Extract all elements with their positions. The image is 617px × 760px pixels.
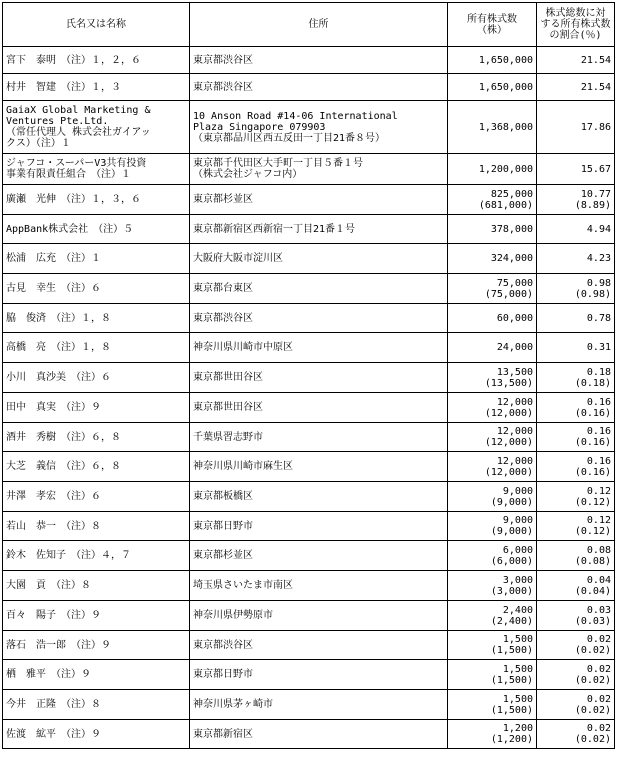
shareholder-name-cell xyxy=(3,571,190,601)
ownership-ratio: 21.54 xyxy=(580,81,611,93)
shareholder-name-cell xyxy=(3,47,190,74)
ownership-ratio-cell xyxy=(537,333,615,363)
shareholder-name: 松浦 広充 （注）１ xyxy=(6,253,101,264)
shareholder-address: 神奈川県川崎市麻生区 xyxy=(193,461,293,472)
shares-held: (13,500) xyxy=(484,377,533,389)
table-row xyxy=(3,274,615,304)
shares-held: 1,650,000 xyxy=(478,81,533,93)
ownership-ratio: 0.16 xyxy=(586,455,611,467)
header-address: 住所 xyxy=(190,3,448,47)
shares-held-cell xyxy=(448,47,537,74)
shares-held: (12,000) xyxy=(484,437,533,448)
shareholder-address: 東京都渋谷区 xyxy=(193,54,253,66)
shareholder-address: 東京都渋谷区 xyxy=(193,81,253,93)
shareholder-name: 酒井 秀樹 （注）６，８ xyxy=(6,431,121,443)
shareholder-name-cell xyxy=(3,154,190,185)
ownership-ratio: 0.98 xyxy=(586,277,611,289)
shareholder-name-cell xyxy=(3,660,190,690)
shareholder-name: 栖 雅平 （注）９ xyxy=(6,669,91,680)
ownership-ratio: 0.16 xyxy=(586,396,611,408)
shareholder-address: 東京都新宿区西新宿一丁目21番１号 xyxy=(193,223,356,235)
shareholder-name-cell xyxy=(3,393,190,423)
ownership-ratio: 0.78 xyxy=(586,312,611,324)
shares-held: 12,000 xyxy=(496,396,533,408)
shareholder-address: 東京都渋谷区 xyxy=(193,312,253,324)
ownership-ratio: (0.16) xyxy=(574,437,611,448)
shareholder-name-cell xyxy=(3,452,190,482)
shares-held: 3,000 xyxy=(502,574,533,586)
shareholder-name: 大芝 義信 （注）６，８ xyxy=(6,461,121,472)
shares-held-cell xyxy=(448,74,537,101)
shareholder-name: 宮下 泰明 （注）１，２，６ xyxy=(6,54,141,66)
shares-held: (75,000) xyxy=(484,288,533,300)
shares-held-cell xyxy=(448,452,537,482)
shareholder-name-cell xyxy=(3,304,190,333)
shareholder-address-cell xyxy=(190,720,448,749)
shares-held: 13,500 xyxy=(496,366,533,378)
shares-held: (3,000) xyxy=(490,585,533,597)
shareholder-address-cell xyxy=(190,660,448,690)
ownership-ratio-cell xyxy=(537,304,615,333)
shareholder-name: 高橋 亮 （注）１，８ xyxy=(6,342,111,353)
table-row xyxy=(3,690,615,720)
shareholder-name-cell xyxy=(3,720,190,749)
shares-held: 2,400 xyxy=(502,604,533,616)
ownership-ratio: (0.08) xyxy=(574,555,611,567)
ownership-ratio: (0.03) xyxy=(574,615,611,627)
shareholder-name: クス）（注）１ xyxy=(6,138,71,149)
table-row xyxy=(3,101,615,154)
shares-held-cell xyxy=(448,274,537,304)
shareholder-address: 神奈川県茅ヶ崎市 xyxy=(193,699,273,710)
shareholder-name-cell xyxy=(3,541,190,571)
ownership-ratio: 0.16 xyxy=(586,426,611,437)
table-row xyxy=(3,541,615,571)
ownership-ratio: 4.23 xyxy=(586,253,611,264)
table-row xyxy=(3,154,615,185)
shares-held-cell xyxy=(448,690,537,720)
table-row xyxy=(3,631,615,660)
shares-held-cell xyxy=(448,333,537,363)
ownership-ratio: 15.67 xyxy=(580,163,611,175)
shareholder-name-cell xyxy=(3,333,190,363)
ownership-ratio: 0.02 xyxy=(586,634,611,645)
shareholder-address: 東京都台東区 xyxy=(193,283,253,294)
shareholder-name-cell xyxy=(3,631,190,660)
shareholder-address-cell xyxy=(190,512,448,541)
ownership-ratio-cell xyxy=(537,690,615,720)
shares-held: (9,000) xyxy=(490,526,533,537)
shareholder-address: 東京都千代田区大手町一丁目５番１号 xyxy=(193,158,363,169)
shareholder-name: 百々 陽子 （注）９ xyxy=(6,610,101,621)
shareholder-address: 10 Anson Road #14-06 International xyxy=(193,110,398,122)
shares-held-cell xyxy=(448,363,537,393)
ownership-ratio: 0.18 xyxy=(586,366,611,378)
shares-held: 1,650,000 xyxy=(478,54,533,66)
table-row xyxy=(3,720,615,749)
shareholder-address: 東京都杉並区 xyxy=(193,194,253,205)
header-ratio: 株式総数に対 する所有株式数 の割合(％) xyxy=(537,3,615,47)
shareholder-address-cell xyxy=(190,690,448,720)
shares-held: 24,000 xyxy=(496,342,533,353)
shareholder-address-cell xyxy=(190,154,448,185)
shareholder-address-cell xyxy=(190,215,448,244)
shareholder-address-cell xyxy=(190,423,448,452)
shares-held-cell xyxy=(448,571,537,601)
shareholder-name: 佐渡 絋平 （注）９ xyxy=(6,728,101,740)
shareholder-address: 東京都新宿区 xyxy=(193,728,253,740)
ownership-ratio: (0.02) xyxy=(574,674,611,686)
shareholder-address-cell xyxy=(190,304,448,333)
shares-held: 1,500 xyxy=(502,663,533,675)
ownership-ratio-cell xyxy=(537,541,615,571)
shares-held: 324,000 xyxy=(490,253,533,264)
shareholder-name: （常任代理人 株式会社ガイアッ xyxy=(6,127,151,138)
ownership-ratio: 0.12 xyxy=(586,485,611,497)
header-row xyxy=(3,3,615,47)
ownership-ratio: (0.04) xyxy=(574,585,611,597)
shareholder-address-cell xyxy=(190,74,448,101)
shareholder-name-cell xyxy=(3,185,190,215)
shareholder-address-cell xyxy=(190,452,448,482)
ownership-ratio-cell xyxy=(537,154,615,185)
shares-held: (1,500) xyxy=(490,645,533,656)
shareholder-name: 田中 真実 （注）９ xyxy=(6,402,101,413)
ownership-ratio: 17.86 xyxy=(580,121,611,133)
ownership-ratio: (0.02) xyxy=(574,704,611,716)
shareholder-name: 村井 智建 （注）１，３ xyxy=(6,81,121,93)
table-row xyxy=(3,393,615,423)
shareholder-address-cell xyxy=(190,101,448,154)
ownership-ratio: (0.98) xyxy=(574,288,611,300)
shareholder-address-cell xyxy=(190,363,448,393)
shareholder-name: 小川 真沙美 （注）６ xyxy=(6,372,111,383)
ownership-ratio: 0.31 xyxy=(586,342,611,353)
ownership-ratio: 0.04 xyxy=(586,574,611,586)
shareholder-address-cell xyxy=(190,47,448,74)
ownership-ratio-cell xyxy=(537,244,615,274)
ownership-ratio-cell xyxy=(537,720,615,749)
ownership-ratio: (0.16) xyxy=(574,407,611,419)
shareholder-name-cell xyxy=(3,482,190,512)
shareholder-address: 神奈川県伊勢原市 xyxy=(193,610,273,621)
shareholder-address: 東京都板橋区 xyxy=(193,491,253,502)
shares-held: 12,000 xyxy=(496,426,533,437)
shareholder-name-cell xyxy=(3,690,190,720)
shares-held-cell xyxy=(448,393,537,423)
shareholder-address: 東京都世田谷区 xyxy=(193,372,263,383)
shares-held: 378,000 xyxy=(490,223,533,235)
shares-held: 825,000 xyxy=(490,188,533,200)
table-row xyxy=(3,363,615,393)
ownership-ratio-cell xyxy=(537,47,615,74)
ownership-ratio: (0.12) xyxy=(574,496,611,508)
shares-held-cell xyxy=(448,304,537,333)
ownership-ratio: 10.77 xyxy=(580,188,611,200)
shareholder-name: 今井 正隆 （注）８ xyxy=(6,699,101,710)
shares-held: (1,200) xyxy=(490,734,533,745)
table-body xyxy=(3,47,615,749)
shareholder-name: 落石 浩一郎 （注）９ xyxy=(6,639,111,651)
shareholder-name-cell xyxy=(3,101,190,154)
ownership-ratio-cell xyxy=(537,185,615,215)
header-shares: 所有株式数 （株） xyxy=(448,3,537,47)
shares-held: (1,500) xyxy=(490,704,533,716)
shareholder-name-cell xyxy=(3,244,190,274)
table-row xyxy=(3,601,615,631)
ownership-ratio: 0.03 xyxy=(586,604,611,616)
shareholder-address: 東京都世田谷区 xyxy=(193,402,263,413)
ownership-ratio: (0.02) xyxy=(574,734,611,745)
shares-held-cell xyxy=(448,185,537,215)
ownership-ratio-cell xyxy=(537,631,615,660)
shareholder-name: 若山 恭一 （注）８ xyxy=(6,520,101,532)
shares-held: 6,000 xyxy=(502,544,533,556)
ownership-ratio: (0.16) xyxy=(574,466,611,478)
shareholder-name-cell xyxy=(3,363,190,393)
shares-held: 75,000 xyxy=(496,277,533,289)
shareholder-address: 東京都日野市 xyxy=(193,669,253,680)
table-row xyxy=(3,512,615,541)
shares-held-cell xyxy=(448,660,537,690)
shares-held: (12,000) xyxy=(484,466,533,478)
ownership-ratio: (0.18) xyxy=(574,377,611,389)
shareholder-address-cell xyxy=(190,482,448,512)
shareholder-address: 東京都渋谷区 xyxy=(193,639,253,651)
shares-held: 12,000 xyxy=(496,455,533,467)
ownership-ratio-cell xyxy=(537,363,615,393)
ownership-ratio-cell xyxy=(537,660,615,690)
shareholder-address-cell xyxy=(190,631,448,660)
ownership-ratio: 0.12 xyxy=(586,515,611,526)
shares-held-cell xyxy=(448,482,537,512)
shareholder-name-cell xyxy=(3,423,190,452)
shares-held-cell xyxy=(448,631,537,660)
shares-held: (9,000) xyxy=(490,496,533,508)
table-row xyxy=(3,47,615,74)
ownership-ratio: (0.12) xyxy=(574,526,611,537)
shareholder-address: 神奈川県川崎市中原区 xyxy=(193,342,293,353)
ownership-ratio-cell xyxy=(537,452,615,482)
shareholder-name: 事業有限責任組合 （注）１ xyxy=(6,169,131,180)
shares-held: 9,000 xyxy=(502,515,533,526)
ownership-ratio-cell xyxy=(537,423,615,452)
shareholder-name: 脇 俊済 （注）１，８ xyxy=(6,312,111,324)
shares-held: 1,500 xyxy=(502,634,533,645)
shareholder-name: AppBank株式会社 （注）５ xyxy=(6,223,134,235)
ownership-ratio: (0.02) xyxy=(574,645,611,656)
shareholder-address-cell xyxy=(190,541,448,571)
table-row xyxy=(3,244,615,274)
shareholder-name: 古見 幸生 （注）６ xyxy=(6,283,101,294)
ownership-ratio: 0.08 xyxy=(586,544,611,556)
table-row xyxy=(3,452,615,482)
ownership-ratio: 0.02 xyxy=(586,723,611,734)
shareholder-name: Ventures Pte.Ltd. xyxy=(6,116,109,127)
table-row xyxy=(3,660,615,690)
ownership-ratio: 0.02 xyxy=(586,663,611,675)
shareholder-address: Plaza Singapore 079903 xyxy=(193,121,326,133)
shares-held: 9,000 xyxy=(502,485,533,497)
shares-held-cell xyxy=(448,720,537,749)
shares-held-cell xyxy=(448,423,537,452)
shares-held: (6,000) xyxy=(490,555,533,567)
shareholder-address-cell xyxy=(190,185,448,215)
shareholder-name-cell xyxy=(3,74,190,101)
ownership-ratio-cell xyxy=(537,74,615,101)
shares-held: (681,000) xyxy=(478,199,533,211)
shares-held-cell xyxy=(448,512,537,541)
ownership-ratio-cell xyxy=(537,601,615,631)
table-row xyxy=(3,304,615,333)
table-row xyxy=(3,333,615,363)
shares-held-cell xyxy=(448,101,537,154)
ownership-ratio-cell xyxy=(537,274,615,304)
ownership-ratio: 4.94 xyxy=(586,223,611,235)
shareholder-address: （東京都品川区西五反田一丁目21番８号） xyxy=(193,132,386,144)
ownership-ratio-cell xyxy=(537,215,615,244)
ownership-ratio-cell xyxy=(537,512,615,541)
shareholder-address-cell xyxy=(190,274,448,304)
shareholder-address-cell xyxy=(190,571,448,601)
table-row xyxy=(3,482,615,512)
shares-held-cell xyxy=(448,215,537,244)
shares-held-cell xyxy=(448,154,537,185)
shareholder-address: 千葉県習志野市 xyxy=(193,431,263,443)
shareholder-name-cell xyxy=(3,512,190,541)
shareholder-name-cell xyxy=(3,601,190,631)
shares-held: 1,500 xyxy=(502,693,533,705)
header-name: 氏名又は名称 xyxy=(3,3,190,47)
shareholder-address-cell xyxy=(190,333,448,363)
shares-held: (1,500) xyxy=(490,674,533,686)
ownership-ratio-cell xyxy=(537,482,615,512)
table-row xyxy=(3,423,615,452)
shareholder-name: 大園 貢 （注）８ xyxy=(6,580,91,591)
shareholder-address: （株式会社ジャフコ内） xyxy=(193,169,303,180)
table-row xyxy=(3,185,615,215)
shares-held: 1,200 xyxy=(502,723,533,734)
shares-held: 1,200,000 xyxy=(478,163,533,175)
table-row xyxy=(3,215,615,244)
ownership-ratio-cell xyxy=(537,101,615,154)
shares-held: (2,400) xyxy=(490,615,533,627)
ownership-ratio: 0.02 xyxy=(586,693,611,705)
shareholder-address: 東京都杉並区 xyxy=(193,550,253,561)
shareholder-address: 大阪府大阪市淀川区 xyxy=(193,253,283,264)
shareholder-name: ジャフコ・スーパーV3共有投資 xyxy=(6,158,147,169)
table-row xyxy=(3,571,615,601)
table-row xyxy=(3,74,615,101)
ownership-ratio-cell xyxy=(537,571,615,601)
shareholder-name: GaiaX Global Marketing & xyxy=(6,105,151,116)
ownership-ratio: 21.54 xyxy=(580,54,611,66)
shareholder-name: 井澤 孝宏 （注）６ xyxy=(6,491,101,502)
shares-held-cell xyxy=(448,601,537,631)
shareholder-table xyxy=(2,2,615,749)
shareholder-name: 鈴木 佐知子 （注）４，７ xyxy=(6,550,131,561)
shares-held: (12,000) xyxy=(484,407,533,419)
shares-held: 60,000 xyxy=(496,312,533,324)
shares-held-cell xyxy=(448,541,537,571)
shareholder-address: 埼玉県さいたま市南区 xyxy=(193,580,293,591)
ownership-ratio-cell xyxy=(537,393,615,423)
shareholder-address-cell xyxy=(190,244,448,274)
shareholder-name-cell xyxy=(3,274,190,304)
shareholder-address-cell xyxy=(190,601,448,631)
ownership-ratio: (8.89) xyxy=(574,199,611,211)
shareholder-address: 東京都日野市 xyxy=(193,520,253,532)
shareholder-name: 廣瀬 光伸 （注）１，３，６ xyxy=(6,194,141,205)
shares-held-cell xyxy=(448,244,537,274)
shareholder-name-cell xyxy=(3,215,190,244)
shareholder-address-cell xyxy=(190,393,448,423)
shares-held: 1,368,000 xyxy=(478,121,533,133)
